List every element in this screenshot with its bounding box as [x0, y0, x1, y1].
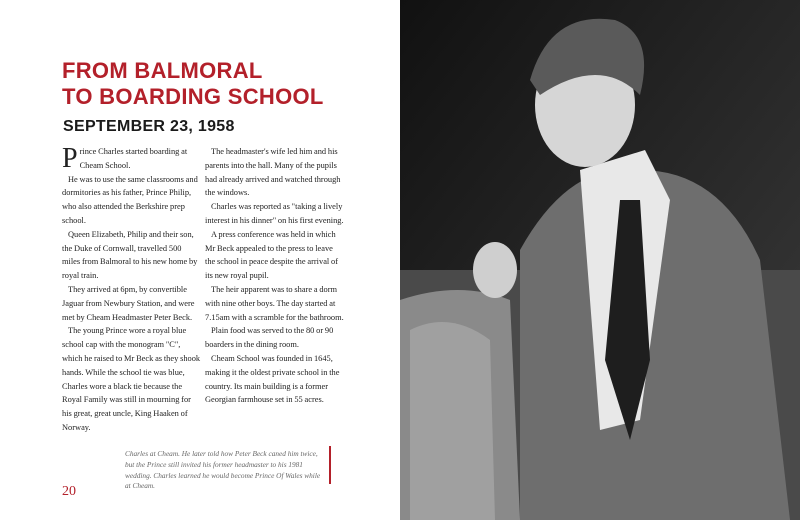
caption-rule: [329, 446, 331, 484]
paragraph: They arrived at 6pm, by convertible Jaguar from Newbury Station, and were met by Cheam Headmaster Peter Beck.: [62, 284, 195, 322]
photo-caption: Charles at Cheam. He later told how Peter Beck caned him twice, but the Prince still invited his former headmaster to his 1981 wedding. Charles learned he would become Prince Of Wales while at Cheam.: [125, 449, 321, 491]
paragraph: Plain food was served to the 80 or 90 boarders in the dining room.: [205, 326, 334, 350]
paragraph: The headmaster's wife led him and his parents into the hall. Many of the pupils had already arrived and watched through the windows.: [205, 147, 341, 198]
paragraph: Queen Elizabeth, Philip and their son, the Duke of Cornwall, travelled 500 miles from Balmoral to his new home by royal train.: [62, 229, 198, 281]
drop-cap: P: [62, 143, 78, 174]
paragraph: Charles was reported as "taking a lively interest in his dinner" on his first evening.: [205, 202, 344, 225]
title-line-1: FROM BALMORAL: [62, 58, 263, 83]
paragraph: The young Prince wore a royal blue school cap with the monogram "C", which he raised to Mr Beck as they shook hands. While the school tie was blue, Charles wore a black tie because the Royal Family was still in mourning for his great, great uncle, King Haaken of Norway.: [62, 326, 201, 432]
body-column-1: [62, 145, 201, 435]
paragraph: Cheam School was founded in 1645, making it the oldest private school in the country. Its main building is a former Georgian farmhouse set in 55 acres.: [205, 353, 340, 405]
photo-illustration: [400, 0, 800, 520]
paragraph: He was to use the same classrooms and dormitories as his father, Prince Philip, who also attended the Berkshire prep school.: [62, 174, 198, 225]
page-number: 20: [62, 484, 76, 499]
paragraph-text: rince Charles started boarding at Cheam School.: [79, 147, 188, 170]
paragraph: The heir apparent was to share a dorm with nine other boys. The day started at 7.15am with a scramble for the bathroom.: [205, 284, 344, 322]
page-title: [62, 58, 382, 110]
paragraph: [62, 145, 201, 173]
photo-prince-charles: [400, 0, 800, 520]
date-heading: SEPTEMBER 23, 1958: [63, 118, 235, 135]
body-column-2: [205, 145, 344, 407]
paragraph: A press conference was held in which Mr Beck appealed to the press to leave the school in peace despite the arrival of its new royal pupil.: [205, 229, 339, 281]
title-line-2: TO BOARDING SCHOOL: [62, 84, 324, 109]
